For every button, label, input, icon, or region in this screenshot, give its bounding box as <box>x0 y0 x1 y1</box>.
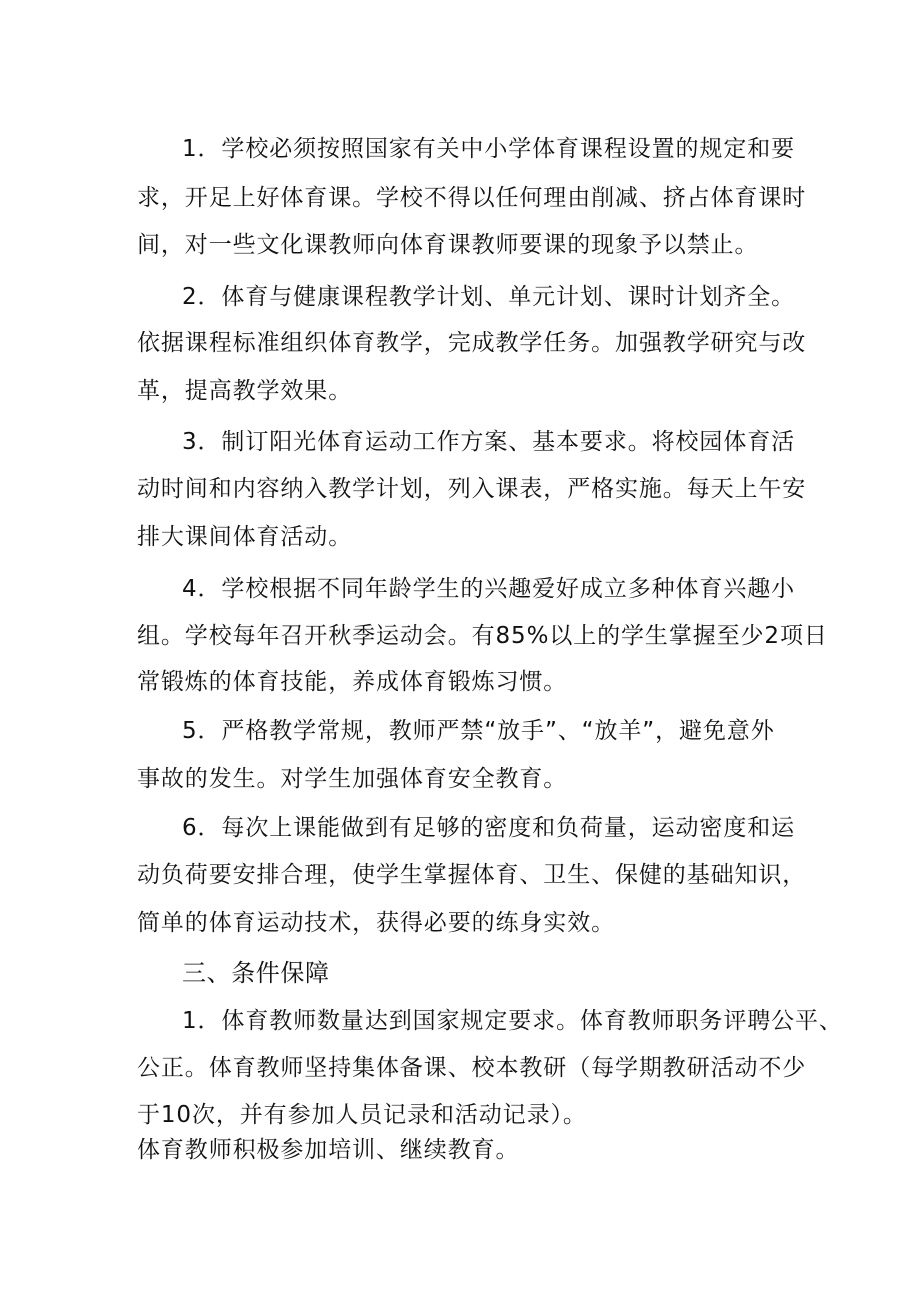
text-line: 依据课程标准组织体育教学，完成教学任务。加强教学研究与改 <box>137 330 807 356</box>
text-line: 事故的发生。对学生加强体育安全教育。 <box>137 766 568 792</box>
text-line: 4．学校根据不同年龄学生的兴趣爱好成立多种体育兴趣小 <box>182 576 796 602</box>
text-line: 常锻炼的体育技能，养成体育锻炼习惯。 <box>137 669 568 695</box>
text-line: 于10次，并有参加人员记录和活动记录）。 <box>137 1102 587 1128</box>
text-line: 求，开足上好体育课。学校不得以任何理由削减、挤占体育课时 <box>137 185 807 211</box>
text-line: 动时间和内容纳入教学计划，列入课表，严格实施。每天上午安 <box>137 476 807 502</box>
text-line: 排大课间体育活动。 <box>137 524 353 550</box>
text-line: 革，提高教学效果。 <box>137 378 353 404</box>
text-line: 间，对一些文化课教师向体育课教师要课的现象予以禁止。 <box>137 232 759 258</box>
text-line: 2．体育与健康课程教学计划、单元计划、课时计划齐全。 <box>182 284 796 310</box>
text-line: 公正。体育教师坚持集体备课、校本教研（每学期教研活动不少 <box>137 1055 807 1081</box>
text-line: 1．体育教师数量达到国家规定要求。体育教师职务评聘公平、 <box>182 1008 843 1034</box>
text-line: 3．制订阳光体育运动工作方案、基本要求。将校园体育活 <box>182 429 796 455</box>
text-line: 6．每次上课能做到有足够的密度和负荷量，运动密度和运 <box>182 815 796 841</box>
text-line: 体育教师积极参加培训、继续教育。 <box>137 1137 520 1163</box>
text-line: 简单的体育运动技术，获得必要的练身实效。 <box>137 910 615 936</box>
text-line: 1．学校必须按照国家有关中小学体育课程设置的规定和要 <box>182 136 796 162</box>
text-line: 5．严格教学常规，教师严禁“放手”、“放羊”，避免意外 <box>182 718 775 744</box>
text-line: 组。学校每年召开秋季运动会。有85%以上的学生掌握至少2项日 <box>137 623 828 649</box>
section-heading: 三、条件保障 <box>182 959 330 987</box>
text-line: 动负荷要安排合理，使学生掌握体育、卫生、保健的基础知识， <box>137 862 807 888</box>
